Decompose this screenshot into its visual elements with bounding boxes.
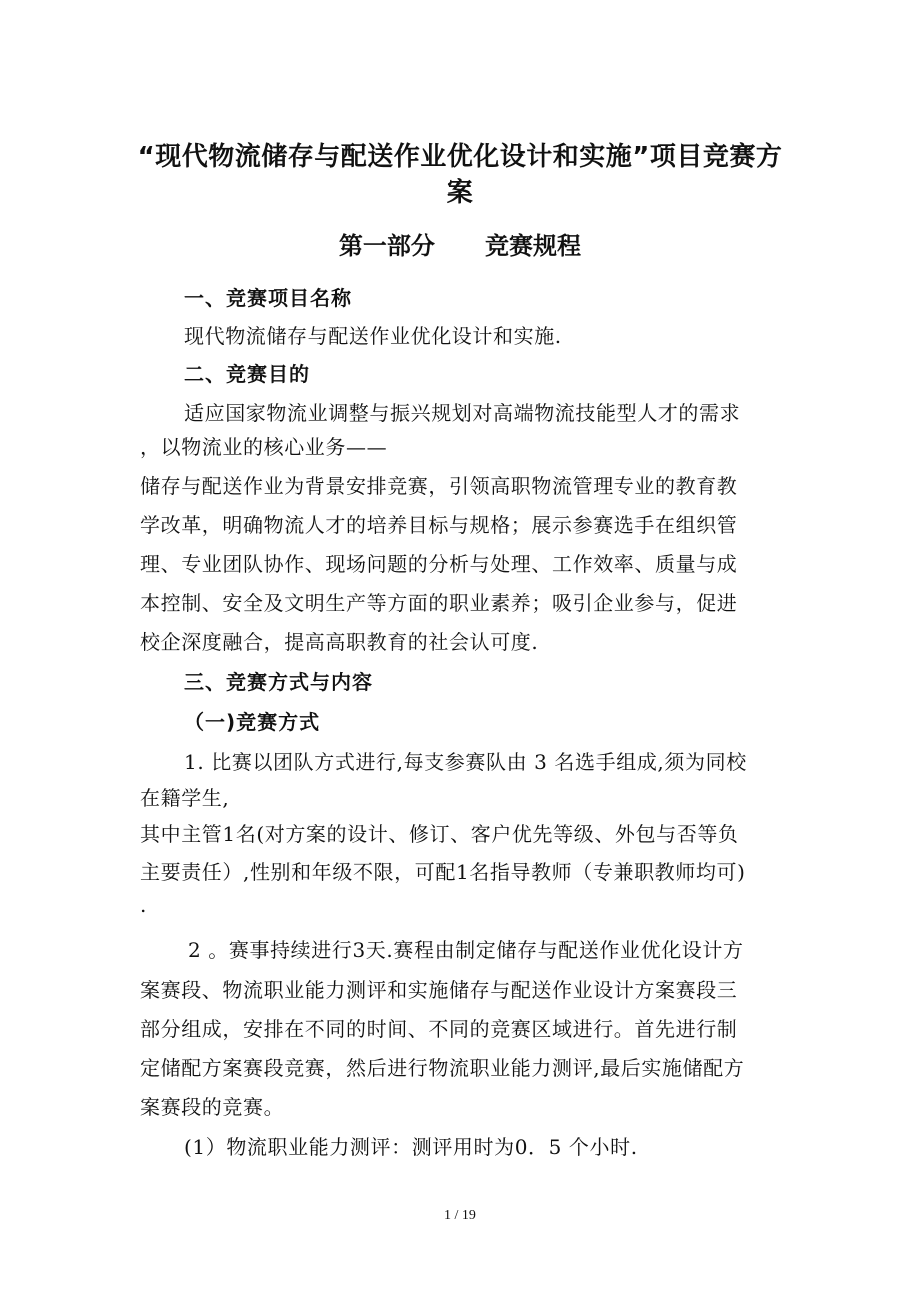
document-title-line-1: “现代物流储存与配送作业优化设计和实施”项目竞赛方 — [137, 142, 783, 172]
section-2-line-3: 储存与配送作业为背景安排竞赛，引领高职物流管理专业的教育教 — [140, 474, 738, 498]
item-2-line-5: 案赛段的竞赛。 — [140, 1095, 285, 1119]
item-1-line-1: 1. 比赛以团队方式进行,每支参赛队由 3 名选手组成,须为同校 — [184, 750, 747, 774]
section-2-line-1: 适应国家物流业调整与振兴规划对高端物流技能型人才的需求 — [184, 401, 741, 425]
document-title-line-2: 案 — [446, 178, 474, 208]
page-number: 1 / 19 — [444, 1208, 476, 1223]
item-2-line-1: 2 。赛事持续进行3天.赛程由制定储存与配送作业优化设计方 — [188, 938, 744, 962]
section-1-heading: 一、竞赛项目名称 — [184, 286, 352, 310]
section-3-heading: 三、竞赛方式与内容 — [184, 670, 373, 694]
section-2-heading: 二、竞赛目的 — [184, 362, 310, 386]
section-2-line-2: ，以物流业的核心业务—— — [140, 435, 388, 459]
subsection-1-heading: （一)竞赛方式 — [184, 710, 321, 734]
part-heading: 第一部分 竞赛规程 — [338, 232, 582, 260]
item-1-line-3: 其中主管1名(对方案的设计、修订、客户优先等级、外包与否等负 — [140, 822, 739, 846]
item-2-line-3: 部分组成，安排在不同的时间、不同的竞赛区域进行。首先进行制 — [140, 1017, 738, 1041]
item-1-line-5: . — [140, 893, 147, 917]
item-3-text: (1）物流职业能力测评：测评用时为0．5 个小时. — [184, 1135, 638, 1159]
section-2-line-6: 本控制、安全及文明生产等方面的职业素养；吸引企业参与，促进 — [140, 591, 738, 615]
section-1-text: 现代物流储存与配送作业优化设计和实施. — [184, 324, 562, 348]
item-2-line-2: 案赛段、物流职业能力测评和实施储存与配送作业设计方案赛段三 — [140, 978, 738, 1002]
item-1-line-2: 在籍学生, — [140, 786, 230, 810]
item-1-line-4: 主要责任）,性别和年级不限，可配1名指导教师（专兼职教师均可) — [140, 860, 746, 884]
item-2-line-4: 定储配方案赛段竞赛，然后进行物流职业能力测评,最后实施储配方 — [140, 1056, 745, 1080]
section-2-line-7: 校企深度融合，提高高职教育的社会认可度. — [140, 630, 539, 654]
section-2-line-4: 学改革，明确物流人才的培养目标与规格；展示参赛选手在组织管 — [140, 513, 738, 537]
section-2-line-5: 理、专业团队协作、现场问题的分析与处理、工作效率、质量与成 — [140, 552, 738, 576]
